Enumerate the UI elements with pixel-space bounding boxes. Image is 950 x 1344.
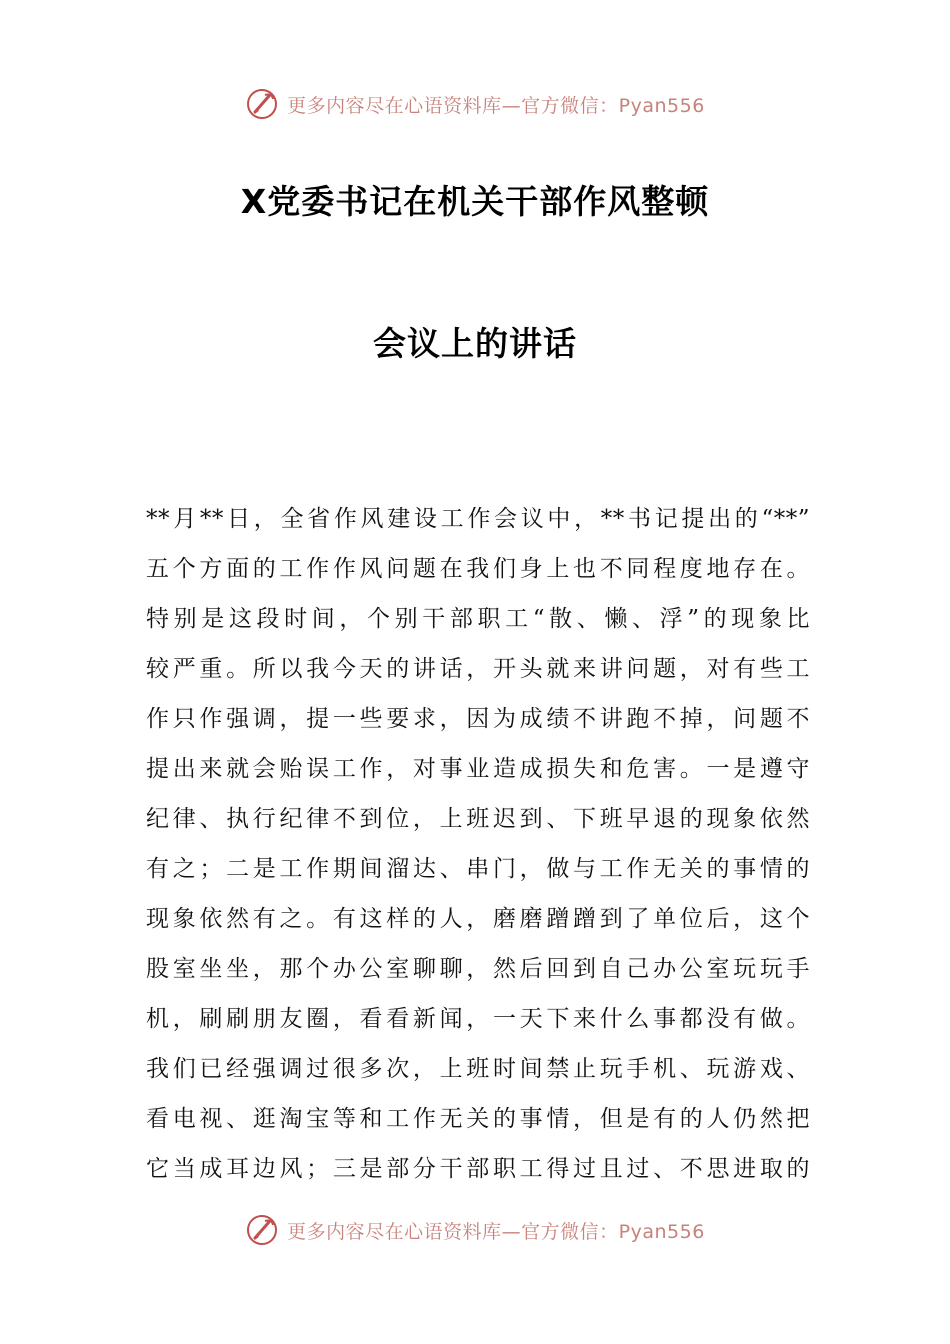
body-paragraph bbox=[146, 494, 810, 1194]
document-title-line-1: X党委书记在机关干部作风整顿 bbox=[240, 182, 710, 221]
body-line: 有之；二是工作期间溜达、串门，做与工作无关的事情的 bbox=[146, 856, 810, 882]
document-title-line-2: 会议上的讲话 bbox=[373, 324, 577, 363]
body-line: **月**日，全省作风建设工作会议中，**书记提出的“**” bbox=[146, 506, 810, 532]
pen-circle-logo-icon bbox=[245, 87, 279, 121]
body-line: 机，刷刷朋友圈，看看新闻，一天下来什么事都没有做。 bbox=[146, 1006, 810, 1032]
body-line: 我们已经强调过很多次，上班时间禁止玩手机、玩游戏、 bbox=[146, 1056, 810, 1082]
header-watermark bbox=[0, 84, 950, 124]
body-line: 五个方面的工作作风问题在我们身上也不同程度地存在。 bbox=[146, 556, 810, 582]
body-line: 它当成耳边风；三是部分干部职工得过且过、不思进取的 bbox=[146, 1156, 810, 1182]
body-line: 现象依然有之。有这样的人，磨磨蹭蹭到了单位后，这个 bbox=[146, 906, 810, 932]
body-line: 较严重。所以我今天的讲话，开头就来讲问题，对有些工 bbox=[146, 656, 810, 682]
watermark-text: 更多内容尽在心语资料库—官方微信：Pyan556 bbox=[287, 94, 705, 117]
footer-watermark bbox=[0, 1210, 950, 1250]
body-line: 作只作强调，提一些要求，因为成绩不讲跑不掉，问题不 bbox=[146, 706, 810, 732]
body-line: 股室坐坐，那个办公室聊聊，然后回到自己办公室玩玩手 bbox=[146, 956, 810, 982]
body-line: 看电视、逛淘宝等和工作无关的事情，但是有的人仍然把 bbox=[146, 1106, 810, 1132]
watermark-text: 更多内容尽在心语资料库—官方微信：Pyan556 bbox=[287, 1220, 705, 1243]
body-line: 提出来就会贻误工作，对事业造成损失和危害。一是遵守 bbox=[146, 756, 810, 782]
body-line: 特别是这段时间，个别干部职工“散、懒、浮”的现象比 bbox=[146, 606, 810, 632]
pen-circle-logo-icon bbox=[245, 1213, 279, 1247]
body-line: 纪律、执行纪律不到位，上班迟到、下班早退的现象依然 bbox=[146, 806, 810, 832]
